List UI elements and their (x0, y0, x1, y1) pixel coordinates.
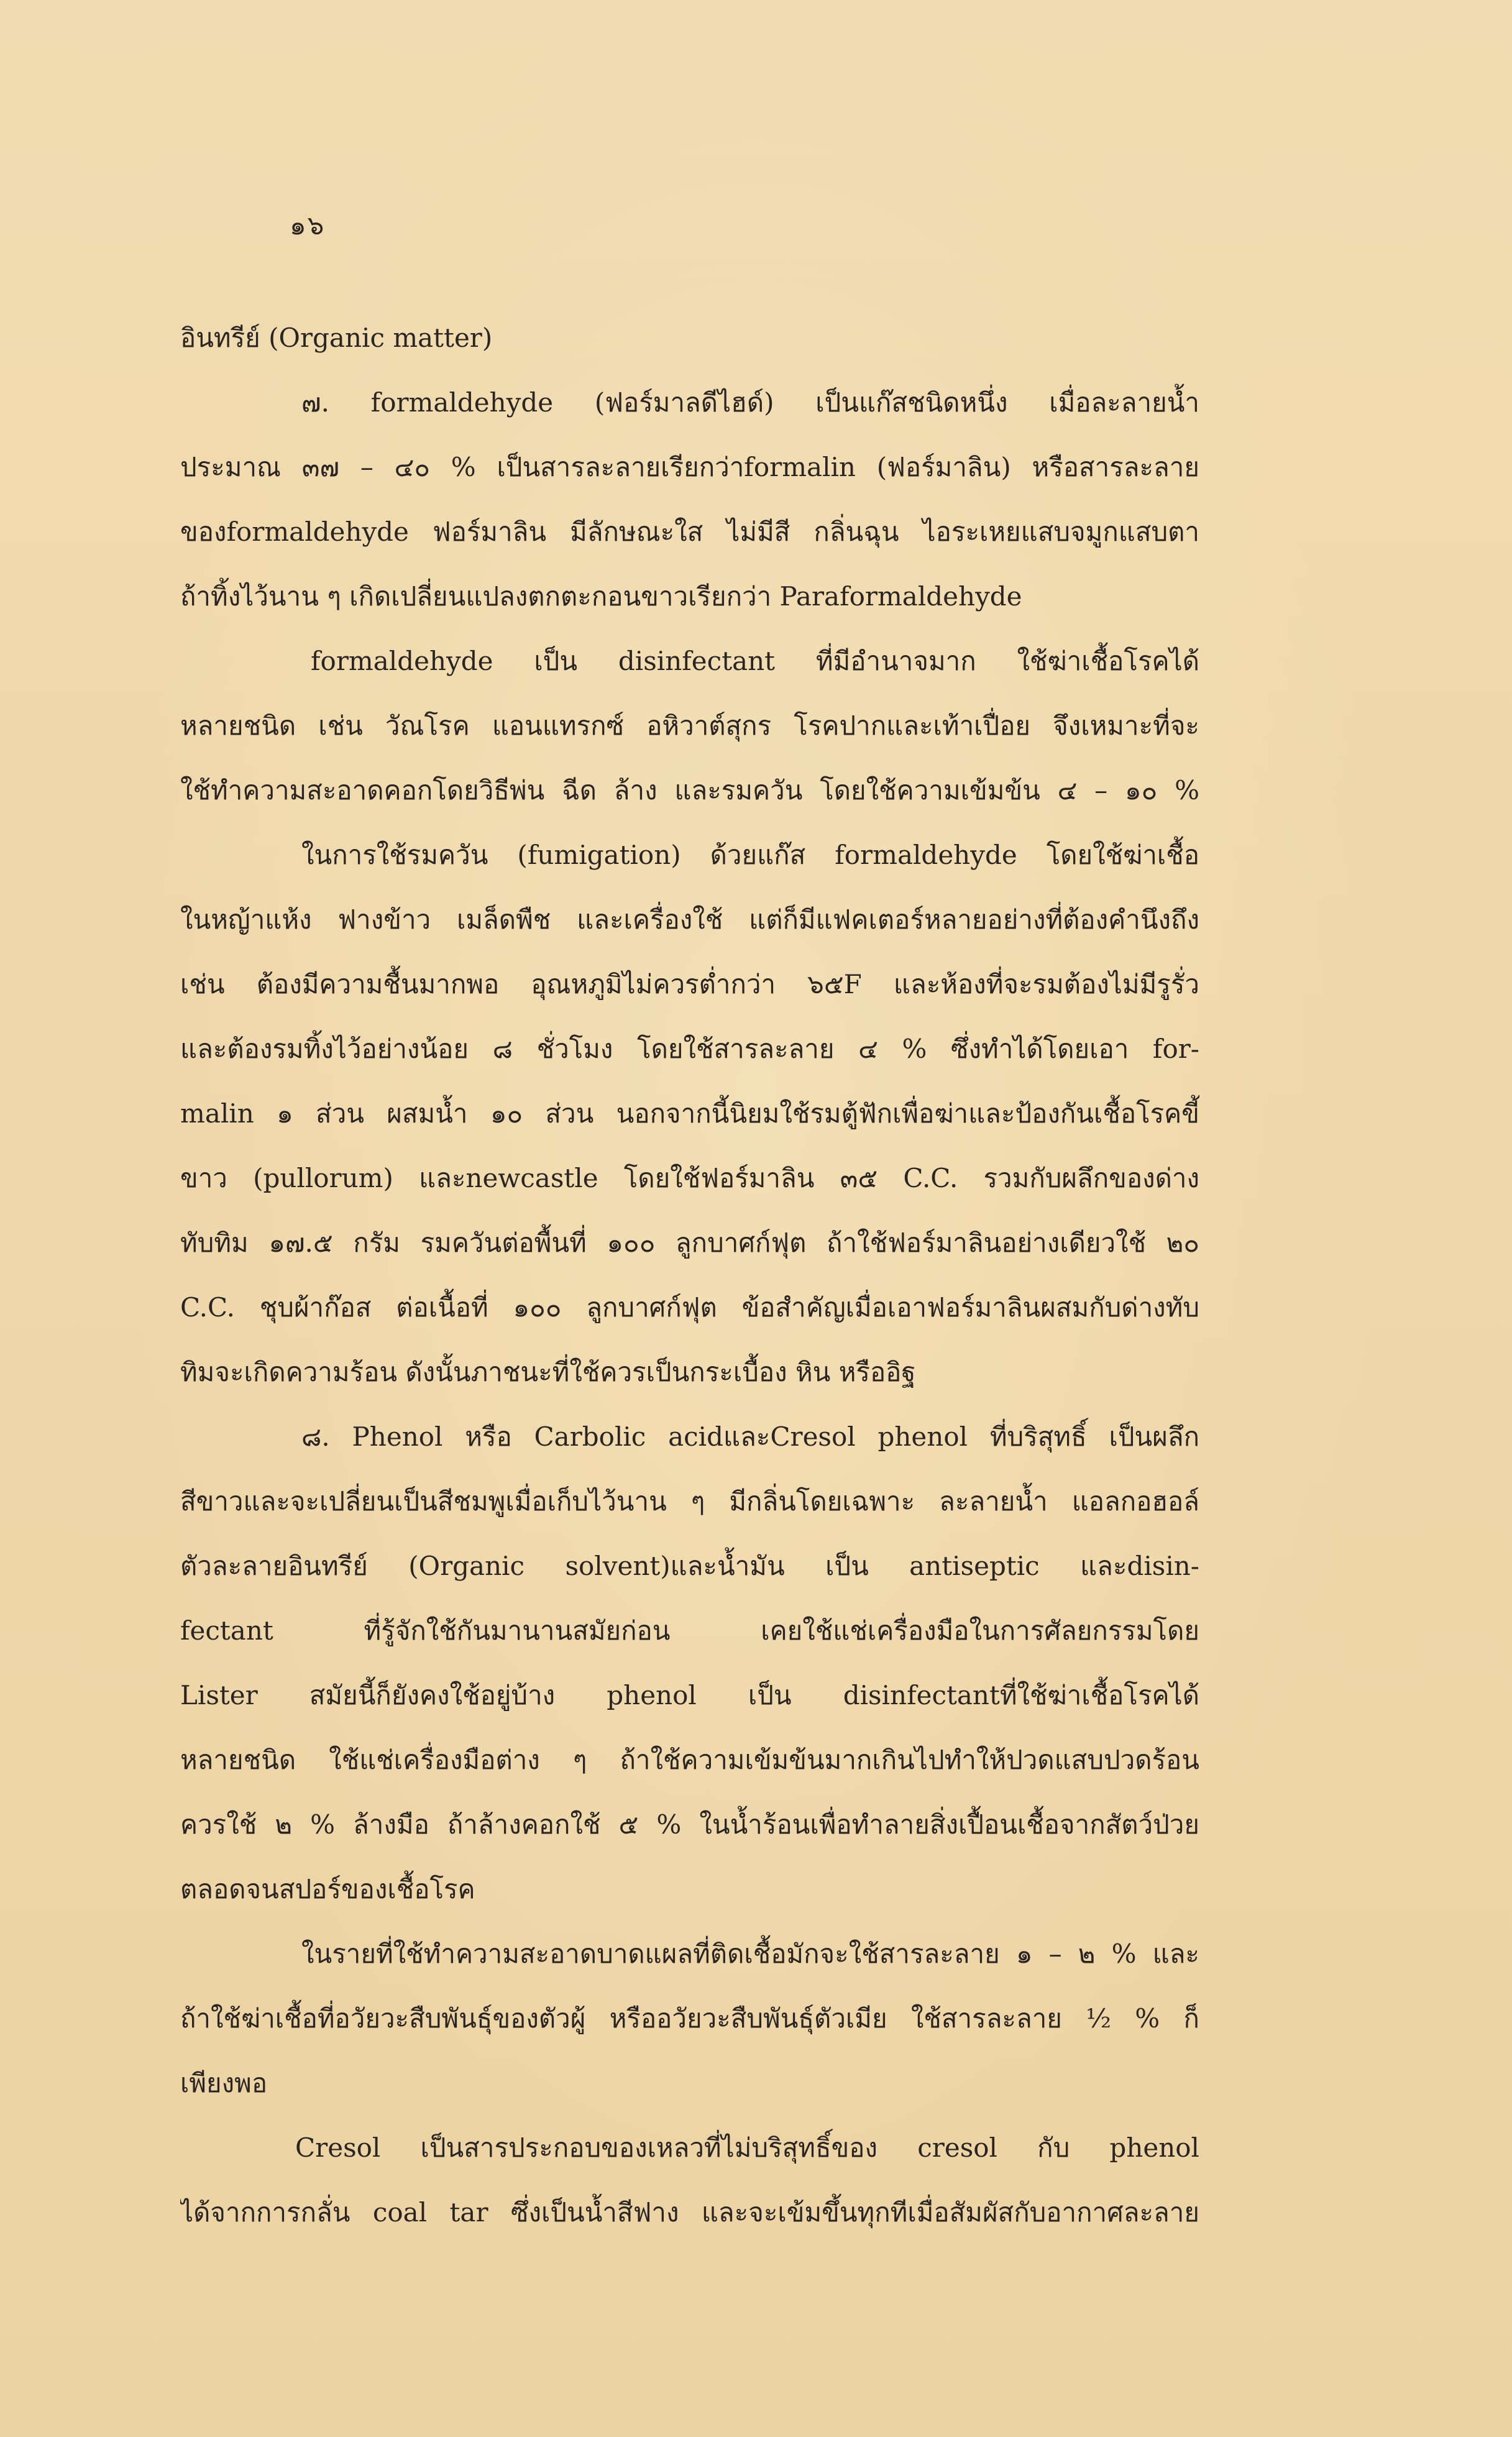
text-line: หลายชนิด ใช้แช่เครื่องมือต่าง ๆ ถ้าใช้ความเข้มข้นมากเกินไปทำให้ปวดแสบปวดร้อน (180, 1745, 1199, 1775)
text-line: formaldehyde เป็น disinfectant ที่มีอำนาจมาก ใช้ฆ่าเชื้อโรคได้ (311, 646, 1199, 676)
text-line: ได้จากการกลั่น coal tar ซึ่งเป็นน้ำสีฟาง และจะเข้มขึ้นทุกทีเมื่อสัมผัสกับอากาศละลาย (180, 2197, 1199, 2228)
text-line: ขาว (pullorum) และnewcastle โดยใช้ฟอร์มาลิน ๓๕ C.C. รวมกับผลึกของด่าง (180, 1163, 1199, 1193)
text-line: ควรใช้ ๒ % ล้างมือ ถ้าล้างคอกใช้ ๕ % ในน้ำร้อนเพื่อทำลายสิ่งเปื้อนเชื้อจากสัตว์ป่วย (180, 1809, 1199, 1840)
paragraph-heading-phenol: ๘. Phenol หรือ Carbolic acidและCresol phenol ที่บริสุทธิ์ เป็นผลึก (301, 1421, 1199, 1452)
text-line: ทิมจะเกิดความร้อน ดังนั้นภาชนะที่ใช้ควรเป็นกระเบื้อง หิน หรืออิฐ (180, 1357, 916, 1387)
text-line: ตัวละลายอินทรีย์ (Organic solvent)และน้ำมัน เป็น antiseptic และdisin- (180, 1551, 1199, 1581)
text-line: ถ้าใช้ฆ่าเชื้อที่อวัยวะสืบพันธุ์ของตัวผู้ หรืออวัยวะสืบพันธุ์ตัวเมีย ใช้สารละลาย ½ % ก็ (180, 2003, 1199, 2034)
text-line: เพียงพอ (180, 2068, 268, 2098)
page-number: ๑๖ (290, 210, 326, 241)
text-line: ถ้าทิ้งไว้นาน ๆ เกิดเปลี่ยนแปลงตกตะกอนขาวเรียกว่า Paraformaldehyde (180, 581, 1022, 612)
document-body (180, 306, 1199, 2245)
text-line: Lister สมัยนี้ก็ยังคงใช้อยู่บ้าง phenol เป็น disinfectantที่ใช้ฆ่าเชื้อโรคได้ (180, 1680, 1199, 1710)
text-line: อินทรีย์ (Organic matter) (180, 323, 493, 353)
text-line: C.C. ชุบผ้าก๊อส ต่อเนื้อที่ ๑๐๐ ลูกบาศก์ฟุต ข้อสำคัญเมื่อเอาฟอร์มาลินผสมกับด่างทับ (180, 1292, 1199, 1323)
text-line: ในรายที่ใช้ทำความสะอาดบาดแผลที่ติดเชื้อมักจะใช้สารละลาย ๑ – ๒ % และ (301, 1939, 1199, 1969)
text-line: ตลอดจนสปอร์ของเชื้อโรค (180, 1874, 475, 1904)
text-line: Cresol เป็นสารประกอบของเหลวที่ไม่บริสุทธิ์ของ cresol กับ phenol (295, 2132, 1199, 2163)
text-line: ในการใช้รมควัน (fumigation) ด้วยแก๊ส formaldehyde โดยใช้ฆ่าเชื้อ (301, 840, 1199, 870)
text-line: สีขาวและจะเปลี่ยนเป็นสีชมพูเมื่อเก็บไว้นาน ๆ มีกลิ่นโดยเฉพาะ ละลายน้ำ แอลกอฮอล์ (180, 1486, 1199, 1517)
text-line: malin ๑ ส่วน ผสมน้ำ ๑๐ ส่วน นอกจากนี้นิยมใช้รมตู้ฟักเพื่อฆ่าและป้องกันเชื้อโรคขี้ (180, 1098, 1199, 1129)
text-line: ประมาณ ๓๗ – ๔๐ % เป็นสารละลายเรียกว่าformalin (ฟอร์มาลิน) หรือสารละลาย (180, 452, 1199, 482)
text-line: fectant ที่รู้จักใช้กันมานานสมัยก่อน เคยใช้แช่เครื่องมือในการศัลยกรรมโดย (180, 1615, 1199, 1646)
text-line: ของformaldehyde ฟอร์มาลิน มีลักษณะใส ไม่มีสี กลิ่นฉุน ไอระเหยแสบจมูกแสบตา (180, 516, 1199, 547)
paragraph-heading-formaldehyde: ๗. formaldehyde (ฟอร์มาลดีไฮด์) เป็นแก๊สชนิดหนึ่ง เมื่อละลายน้ำ (301, 387, 1199, 418)
text-line: เช่น ต้องมีความชื้นมากพอ อุณหภูมิไม่ควรต่ำกว่า ๖๕F และห้องที่จะรมต้องไม่มีรูรั่ว (180, 969, 1199, 999)
text-line: และต้องรมทิ้งไว้อย่างน้อย ๘ ชั่วโมง โดยใช้สารละลาย ๔ % ซึ่งทำได้โดยเอา for- (180, 1034, 1199, 1064)
text-line: หลายชนิด เช่น วัณโรค แอนแทรกซ์ อหิวาต์สุกร โรคปากและเท้าเปื่อย จึงเหมาะที่จะ (180, 710, 1199, 741)
text-line: ใช้ทำความสะอาดคอกโดยวิธีพ่น ฉีด ล้าง และรมควัน โดยใช้ความเข้มข้น ๔ – ๑๐ % (180, 775, 1199, 805)
text-line: ทับทิม ๑๗.๕ กรัม รมควันต่อพื้นที่ ๑๐๐ ลูกบาศก์ฟุต ถ้าใช้ฟอร์มาลินอย่างเดียวใช้ ๒๐ (180, 1228, 1199, 1258)
text-line: ในหญ้าแห้ง ฟางข้าว เมล็ดพืช และเครื่องใช้ แต่ก็มีแฟคเตอร์หลายอย่างที่ต้องคำนึงถึง (180, 904, 1199, 935)
